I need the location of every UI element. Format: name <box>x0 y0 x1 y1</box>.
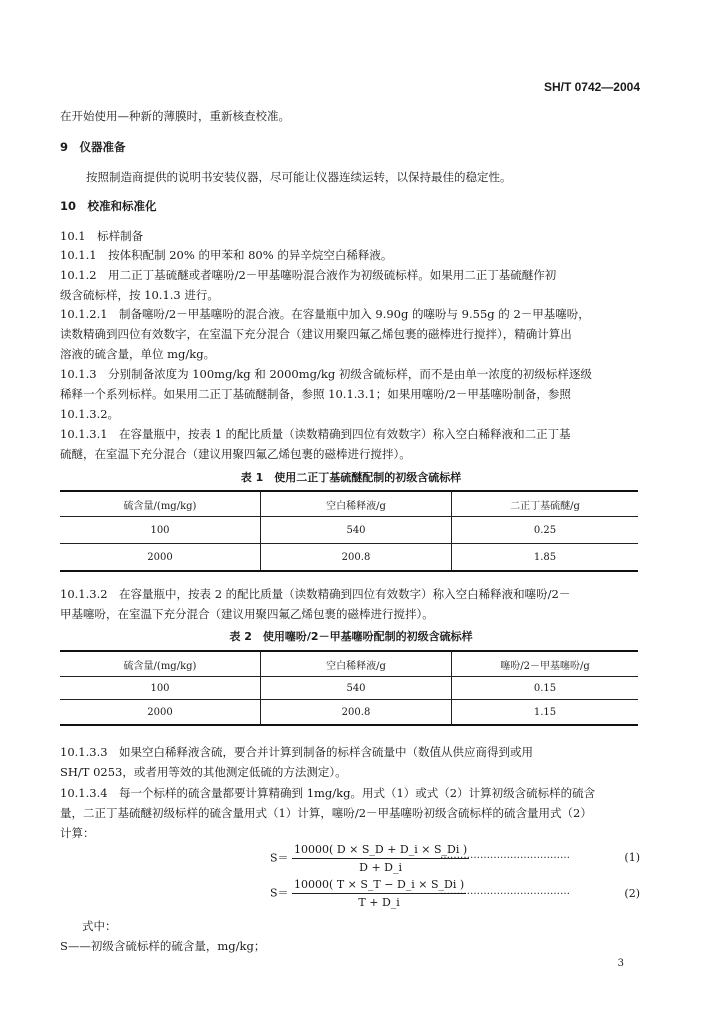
table-cell: 540 <box>261 517 452 544</box>
equation-2 <box>270 878 466 909</box>
paragraph-line: 级含硫标样，按 10.1.3 进行。 <box>60 288 219 302</box>
equation-denominator: T + D_i <box>358 896 400 909</box>
table-cell: 0.15 <box>452 677 639 700</box>
paragraph-line: 稀释一个系列标样。如果用二正丁基硫醚制备，参照 10.1.3.1；如果用噻吩/2－甲基噻吩制备，参照 <box>60 387 571 401</box>
table-cell: 0.25 <box>452 517 639 544</box>
paragraph-line: 硫醚，在室温下充分混合（建议用聚四氟乙烯包裹的磁棒进行搅拌）。 <box>60 447 411 461</box>
paragraph-line: 10.1.3 分别制备浓度为 100mg/kg 和 2000mg/kg 初级含硫标样，而不是由单一浓度的初级标样逐级 <box>60 367 592 381</box>
table-header-cell: 空白稀释液/g <box>261 491 452 517</box>
equation-lhs: S＝ <box>270 886 289 900</box>
section-heading-10: 10 校准和标准化 <box>60 199 157 213</box>
equation-lhs: S＝ <box>270 851 289 865</box>
table-cell: 2000 <box>60 700 261 726</box>
paragraph-line: 10.1.2 用二正丁基硫醚或者噻吩/2－甲基噻吩混合液作为初级硫标样。如果用二正丁基硫醚作初 <box>60 268 557 282</box>
table-cell: 200.8 <box>261 700 452 726</box>
table-header-cell: 二正丁基硫醚/g <box>452 491 639 517</box>
table-cell: 2000 <box>60 544 261 572</box>
equation-leader-dots: ………………………………… <box>440 886 570 897</box>
equation-denominator: D + D_i <box>359 861 403 874</box>
paragraph-line: 计算： <box>60 826 95 840</box>
paragraph-line: 10.1.3.3 如果空白稀释液含硫，要合并计算到制备的标样含硫量中（数值从供应商得到或用 <box>60 745 534 759</box>
section-heading-9: 9 仪器准备 <box>60 140 126 154</box>
table-cell: 540 <box>261 677 452 700</box>
paragraph-line: 10.1.3.2。 <box>60 407 120 421</box>
page-number: 3 <box>617 958 624 969</box>
equation-numerator: 10000( T × S_T − D_i × S_Di ) <box>292 878 466 894</box>
table1 <box>60 490 638 572</box>
subsection-heading: 10.1 标样制备 <box>60 229 144 243</box>
standard-number: SH/T 0742—2004 <box>543 80 640 94</box>
equation-number: (1) <box>624 851 640 864</box>
paragraph-line: 量，二正丁基硫醚初级标样的硫含量用式（1）计算，噻吩/2－甲基噻吩初级含硫标样的硫含量用式（2） <box>60 806 592 820</box>
where-label: 式中： <box>82 919 117 933</box>
table-header-cell: 硫含量/(mg/kg) <box>60 651 261 677</box>
table-cell: 1.85 <box>452 544 639 572</box>
table-cell: 100 <box>60 517 261 544</box>
equation-numerator: 10000( D × S_D + D_i × S_Di ) <box>292 843 469 859</box>
paragraph-line: 10.1.2.1 制备噻吩/2－甲基噻吩的混合液。在容量瓶中加入 9.90g 的噻吩与 9.55g 的 2－甲基噻吩， <box>60 307 590 321</box>
paragraph-line: 在开始使用—种新的薄膜时，重新核查校准。 <box>60 109 290 123</box>
paragraph-line: 10.1.1 按体积配制 20% 的甲苯和 80% 的异辛烷空白稀释液。 <box>60 248 393 262</box>
symbol-definition: S——初级含硫标样的硫含量，mg/kg； <box>60 939 266 953</box>
table2 <box>60 650 638 726</box>
table-header-cell: 空白稀释液/g <box>261 651 452 677</box>
paragraph-line: 甲基噻吩，在室温下充分混合（建议用聚四氟乙烯包裹的磁棒进行搅拌）。 <box>60 607 434 621</box>
table-header-cell: 硫含量/(mg/kg) <box>60 491 261 517</box>
table-cell: 1.15 <box>452 700 639 726</box>
table-cell: 200.8 <box>261 544 452 572</box>
table2-caption: 表 2 使用噻吩/2－甲基噻吩配制的初级含硫标样 <box>229 630 473 643</box>
paragraph-line: 10.1.3.2 在容量瓶中，按表 2 的配比质量（读数精确到四位有效数字）称入空白稀释液和噻吩/2－ <box>60 587 571 601</box>
paragraph-line: 10.1.3.1 在容量瓶中，按表 1 的配比质量（读数精确到四位有效数字）称入空白稀释液和二正丁基 <box>60 427 571 441</box>
table-cell: 100 <box>60 677 261 700</box>
paragraph-line: SH/T 0253，或者用等效的其他测定低硫的方法测定）。 <box>60 765 347 779</box>
equation-leader-dots: ………………………………… <box>440 850 570 861</box>
paragraph-line: 按照制造商提供的说明书安装仪器，尽可能让仪器连续运转，以保持最佳的稳定性。 <box>86 170 512 184</box>
equation-number: (2) <box>624 887 640 900</box>
table1-caption: 表 1 使用二正丁基硫醚配制的初级含硫标样 <box>240 471 462 484</box>
paragraph-line: 溶液的硫含量，单位 mg/kg。 <box>60 347 216 361</box>
paragraph-line: 10.1.3.4 每一个标样的硫含量都要计算精确到 1mg/kg。用式（1）或式（2）计算初级含硫标样的硫含 <box>60 786 596 800</box>
paragraph-line: 读数精确到四位有效数字，在室温下充分混合（建议用聚四氟乙烯包裹的磁棒进行搅拌），精确计算出 <box>60 327 572 341</box>
table-header-cell: 噻吩/2－甲基噻吩/g <box>452 651 639 677</box>
